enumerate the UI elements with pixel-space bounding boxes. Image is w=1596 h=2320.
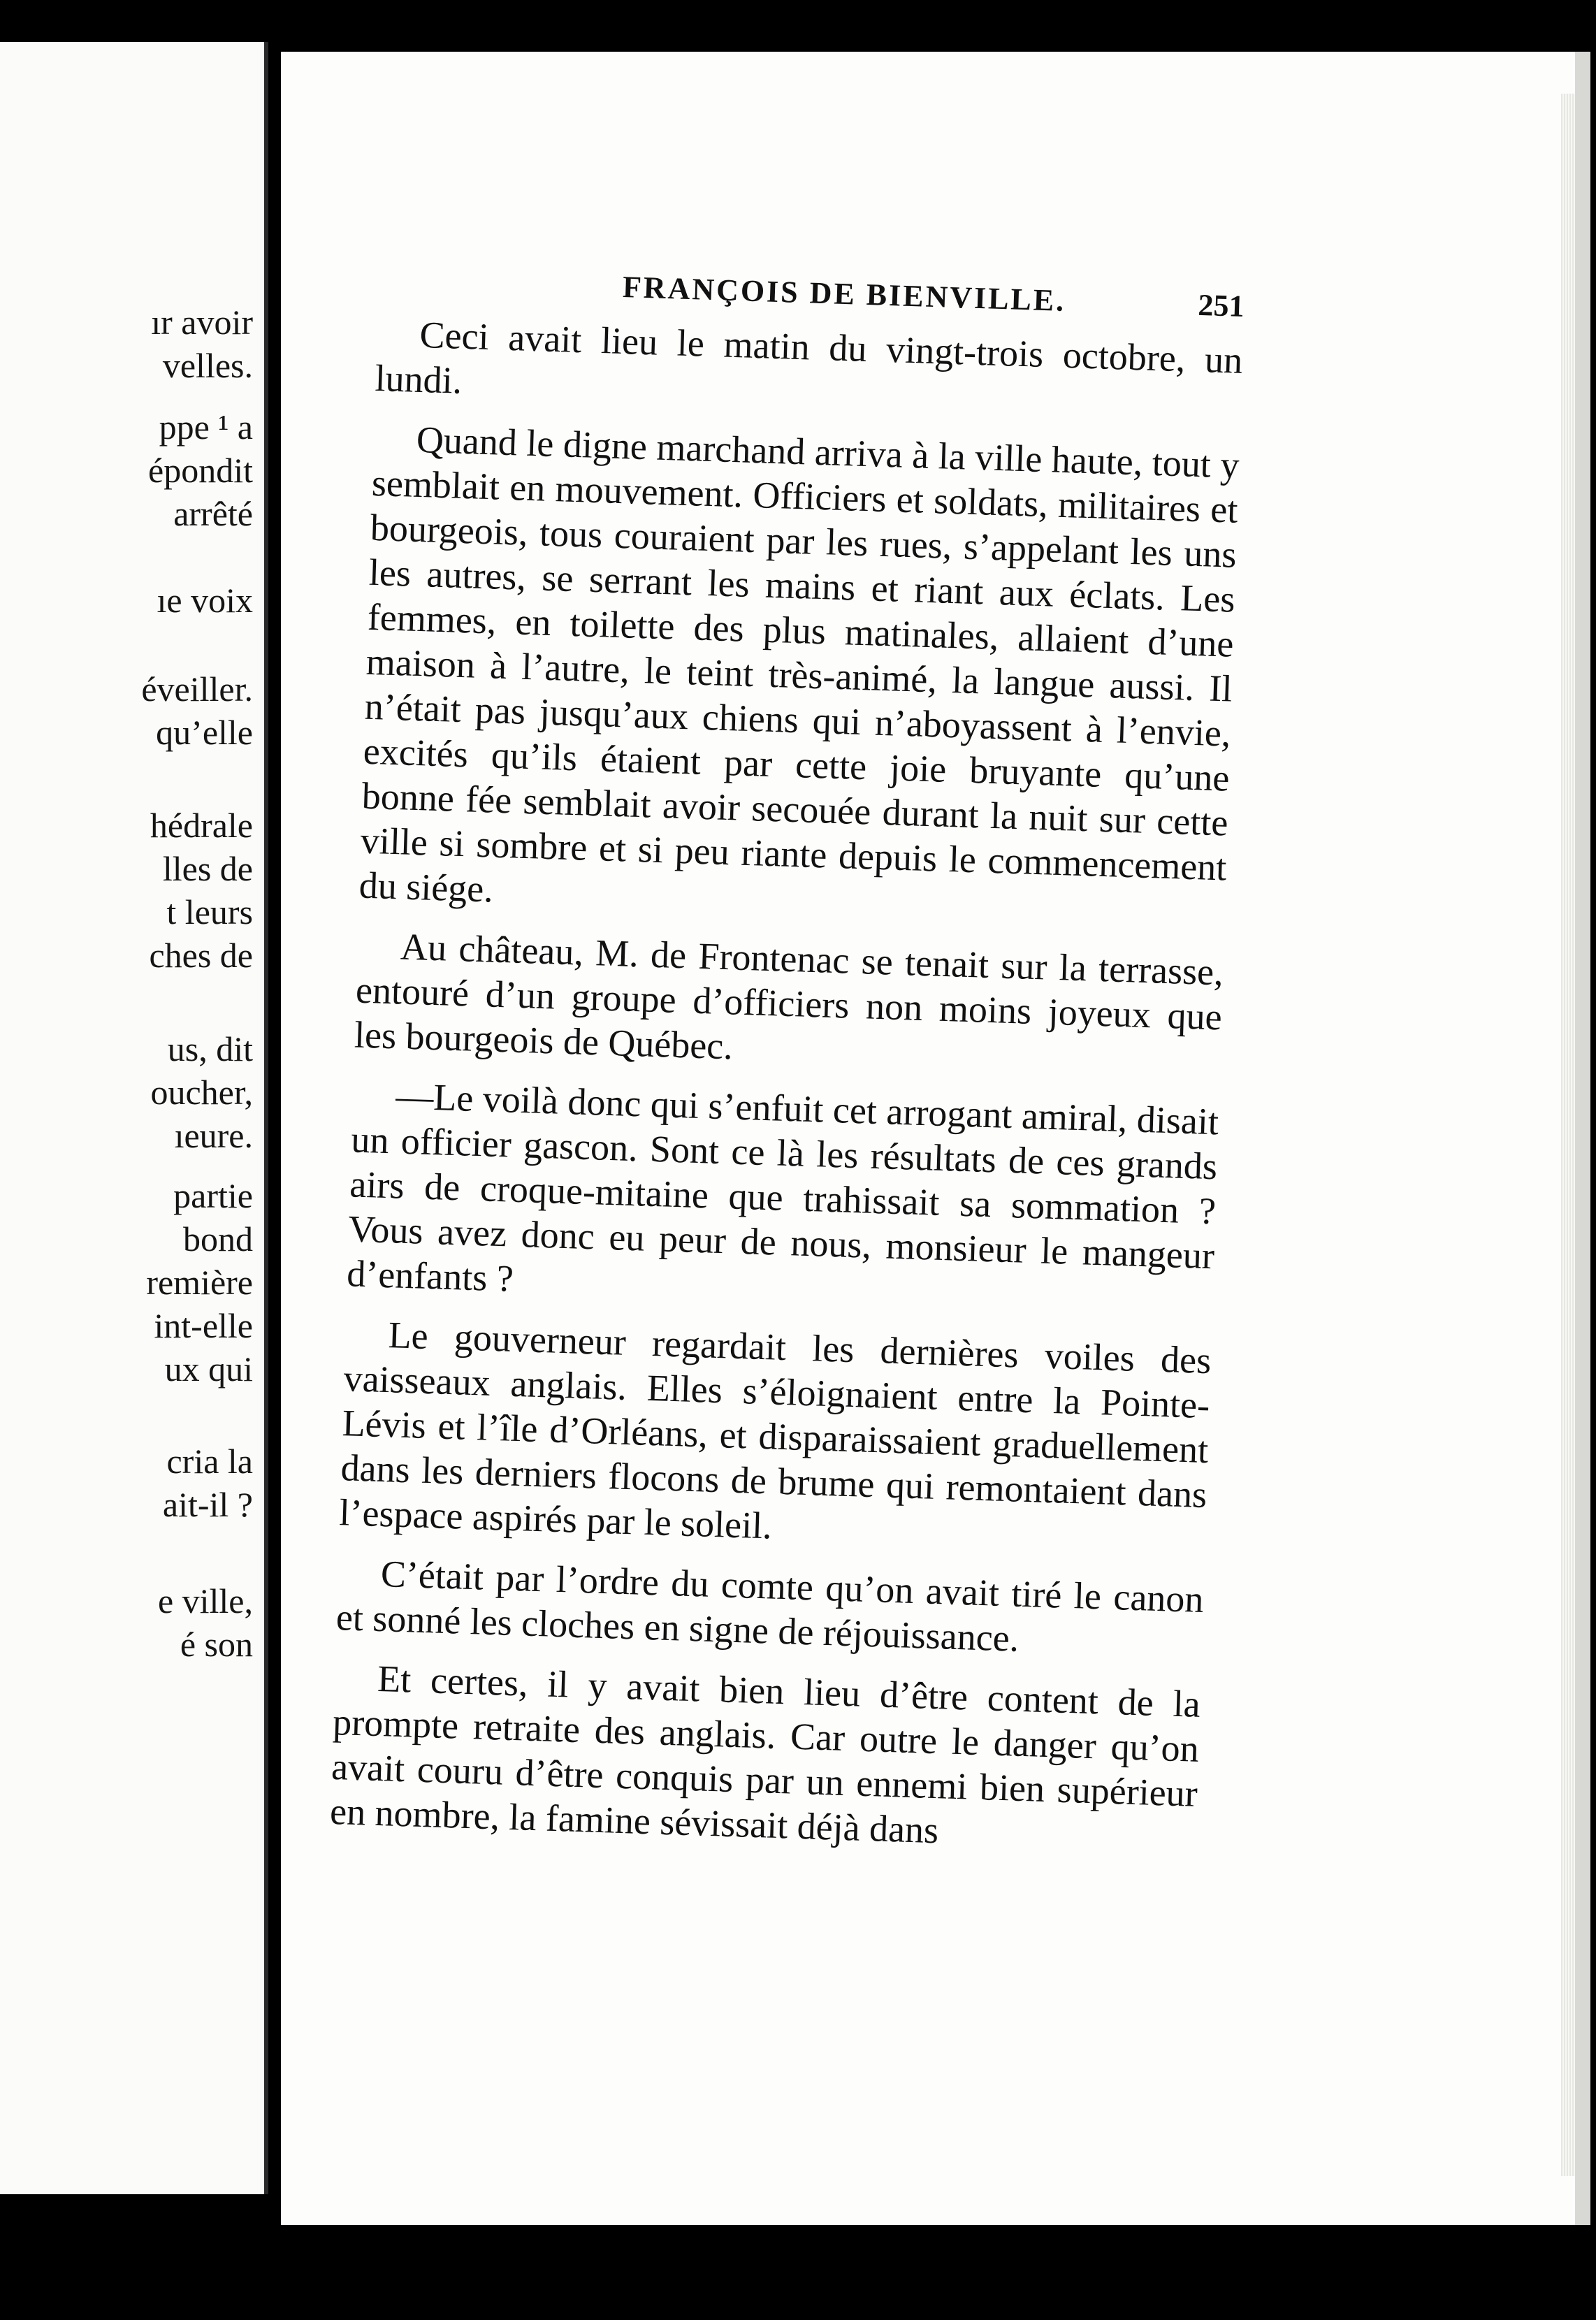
paragraph: Ceci avait lieu le matin du vingt-trois octobre, un lundi.: [374, 313, 1244, 402]
left-page-line: cria la: [166, 1442, 253, 1481]
running-title: FRANÇOIS DE BIENVILLE.: [622, 269, 1066, 318]
page-number: 251: [1197, 287, 1245, 324]
right-page: [281, 52, 1590, 2225]
paragraph: —Le voilà donc qui s’enfuit cet arrogant amiral, disait un officier gascon. Sont ce là les résultats de ces grands airs de croque-mitaine que trahissait sa sommation ? Vous avez donc eu peur de nous, monsieur le mangeur d’enfants ?: [346, 1075, 1219, 1300]
page-edges: [1561, 94, 1575, 2176]
paragraph: Le gouverneur regardait les dernières voiles des vaisseaux anglais. Elles s’éloignaient entre la Pointe-Lévis et l’île d’Orléans, et disparaissaient graduellement dans les derniers flocons de brume qui remontaient dans l’espace aspirés par le soleil.: [338, 1314, 1212, 1547]
left-page-line: velles.: [162, 346, 253, 385]
left-page-line: oucher,: [150, 1073, 253, 1112]
left-page-line: ches de: [149, 936, 253, 975]
left-page-line: hédrale: [150, 806, 253, 845]
paragraph: Quand le digne marchand arriva à la ville haute, tout y semblait en mouvement. Officiers et soldats, militaires et bourgeois, tous couraient par les rues, s’appelant les uns les autres, se serrant les mains et riant aux éclats. Les femmes, en toilette des plus matinales, allaient d’une maison à l’autre, le teint très-animé, la langue aussi. Il n’était pas jusqu’aux chiens qui n’aboyassent à l’envie, excités qu’ils étaient par cette joie bruyante qu’une bonne fée semblait avoir secouée durant la nuit sur cette ville si sombre et si peu riante depuis le commencement du siége.: [358, 418, 1240, 911]
left-page-line: us, dit: [167, 1029, 253, 1068]
left-page: [0, 42, 268, 2194]
text-block: [329, 261, 1245, 1876]
left-page-line: bond: [183, 1219, 253, 1259]
left-page-line: arrêté: [173, 494, 253, 533]
left-page-line: ait-il ?: [162, 1485, 253, 1524]
left-page-line: t leurs: [166, 892, 253, 931]
left-page-line: ıe voix: [157, 581, 253, 620]
left-page-line: ıeure.: [174, 1116, 253, 1155]
left-page-line: e ville,: [157, 1581, 253, 1621]
left-page-line: ır avoir: [151, 303, 253, 342]
left-page-line: partie: [173, 1176, 253, 1215]
paragraph: Au château, M. de Frontenac se tenait sur la terrasse, entouré d’un groupe d’officiers non moins joyeux que les bourgeois de Québec.: [354, 925, 1224, 1068]
left-page-line: ppe ¹ a: [159, 407, 253, 447]
left-page-line: épondit: [148, 451, 253, 490]
left-page-line: qu’elle: [156, 713, 253, 752]
paragraph: C’était par l’ordre du comte qu’on avait tiré le canon et sonné les cloches en signe de réjouissance.: [335, 1553, 1205, 1660]
left-page-line: é son: [180, 1625, 253, 1664]
paragraph: Et certes, il y avait bien lieu d’être content de la prompte retraite des anglais. Car outre le danger qu’on avait couru d’être conquis par un ennemi bien supérieur en nombre, la famine sévissait déjà dans: [329, 1657, 1201, 1852]
left-page-line: remière: [146, 1263, 253, 1302]
left-page-line: éveiller.: [141, 669, 253, 709]
left-page-line: ux qui: [164, 1349, 253, 1389]
left-page-line: lles de: [162, 849, 253, 888]
left-page-line: int-elle: [154, 1306, 253, 1345]
